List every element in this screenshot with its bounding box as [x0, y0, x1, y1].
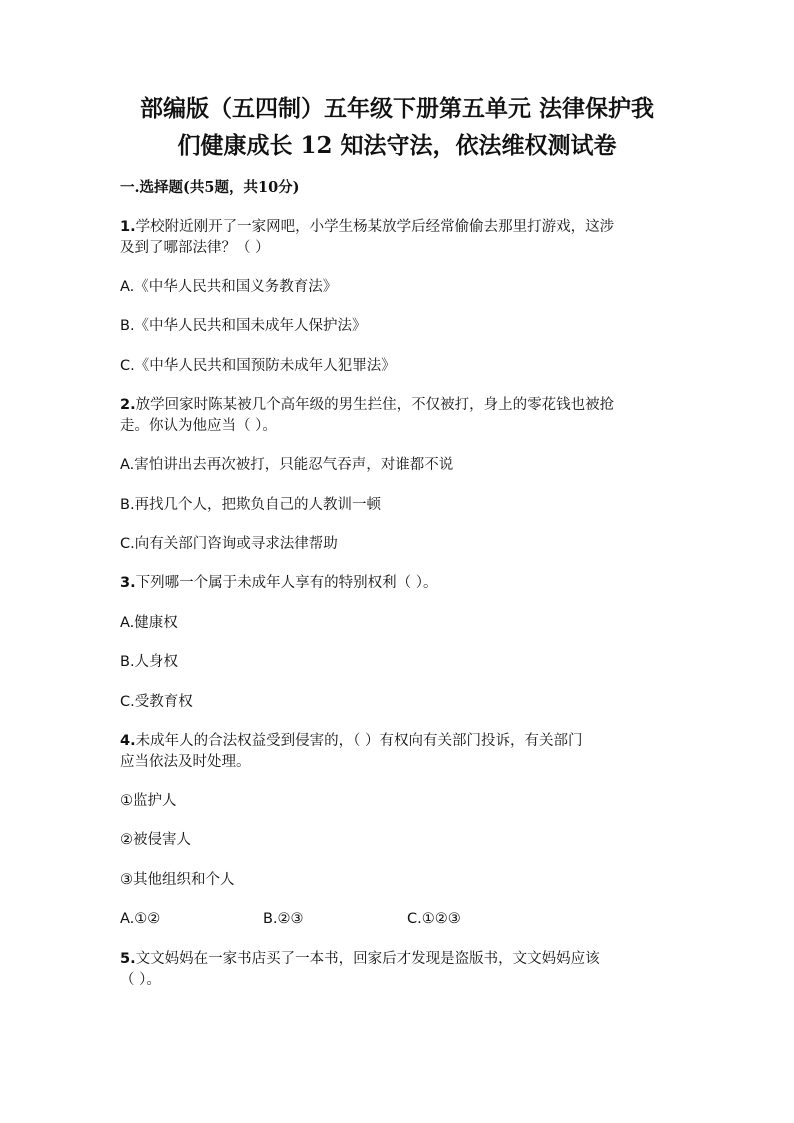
question-4-stem-line-1 [120, 731, 582, 751]
question-4-stem-line-2: 应当依法及时处理。 [120, 754, 251, 770]
question-3-number: 3. [120, 575, 136, 591]
question-2-stem-line-1 [120, 395, 614, 415]
question-4-item-1: ①监护人 [120, 793, 177, 809]
question-4-item-2: ②被侵害人 [120, 832, 191, 848]
question-2-option-a[interactable]: A.害怕讲出去再次被打，只能忍气吞声，对谁都不说 [120, 457, 454, 473]
question-4-stem-text-1: 未成年人的合法权益受到侵害的，（ ）有权向有关部门投诉，有关部门 [135, 733, 583, 749]
exam-title-line-2: 们健康成长 12 知法守法，依法维权测试卷 [177, 132, 617, 159]
question-5-stem-line-1 [120, 949, 600, 969]
question-5-stem-line-2: （ ）。 [120, 972, 161, 988]
question-1-option-a[interactable]: A.《中华人民共和国义务教育法》 [120, 279, 338, 295]
section-heading: 一.选择题(共5题，共10分) [120, 179, 300, 196]
question-4-option-c[interactable]: C.①②③ [407, 911, 461, 927]
question-2-stem-line-2: 走。你认为他应当（ ）。 [120, 418, 277, 434]
question-1-stem-line-1 [120, 217, 614, 237]
exam-title-line-1: 部编版（五四制）五年级下册第五单元 法律保护我 [139, 95, 654, 122]
question-1-option-b[interactable]: B.《中华人民共和国未成年人保护法》 [120, 318, 367, 334]
question-5-number: 5. [120, 951, 136, 967]
question-4-number: 4. [120, 733, 136, 749]
question-4-option-a[interactable]: A.①② [120, 911, 161, 927]
question-3-option-b[interactable]: B.人身权 [120, 654, 179, 670]
question-2-option-c[interactable]: C.向有关部门咨询或寻求法律帮助 [120, 536, 338, 552]
question-1-option-c[interactable]: C.《中华人民共和国预防未成年人犯罪法》 [120, 358, 396, 374]
question-3-stem-line-1 [120, 573, 437, 593]
question-2-number: 2. [120, 397, 136, 413]
question-4-item-3: ③其他组织和个人 [120, 872, 235, 888]
question-3-stem-text-1: 下列哪一个属于未成年人享有的特别权利（ ）。 [135, 575, 438, 591]
question-3-option-c[interactable]: C.受教育权 [120, 694, 193, 710]
question-2-stem-text-1: 放学回家时陈某被几个高年级的男生拦住，不仅被打，身上的零花钱也被抢 [135, 397, 615, 413]
question-4-option-b[interactable]: B.②③ [263, 911, 304, 927]
question-1-stem-line-2: 及到了哪部法律？（ ） [120, 240, 270, 256]
question-2-option-b[interactable]: B.再找几个人，把欺负自己的人教训一顿 [120, 497, 382, 513]
question-3-option-a[interactable]: A.健康权 [120, 615, 178, 631]
question-5-stem-text-1: 文文妈妈在一家书店买了一本书，回家后才发现是盗版书，文文妈妈应该 [135, 951, 600, 967]
question-1-number: 1. [120, 219, 136, 235]
question-1-stem-text-1: 学校附近刚开了一家网吧，小学生杨某放学后经常偷偷去那里打游戏，这涉 [135, 219, 615, 235]
